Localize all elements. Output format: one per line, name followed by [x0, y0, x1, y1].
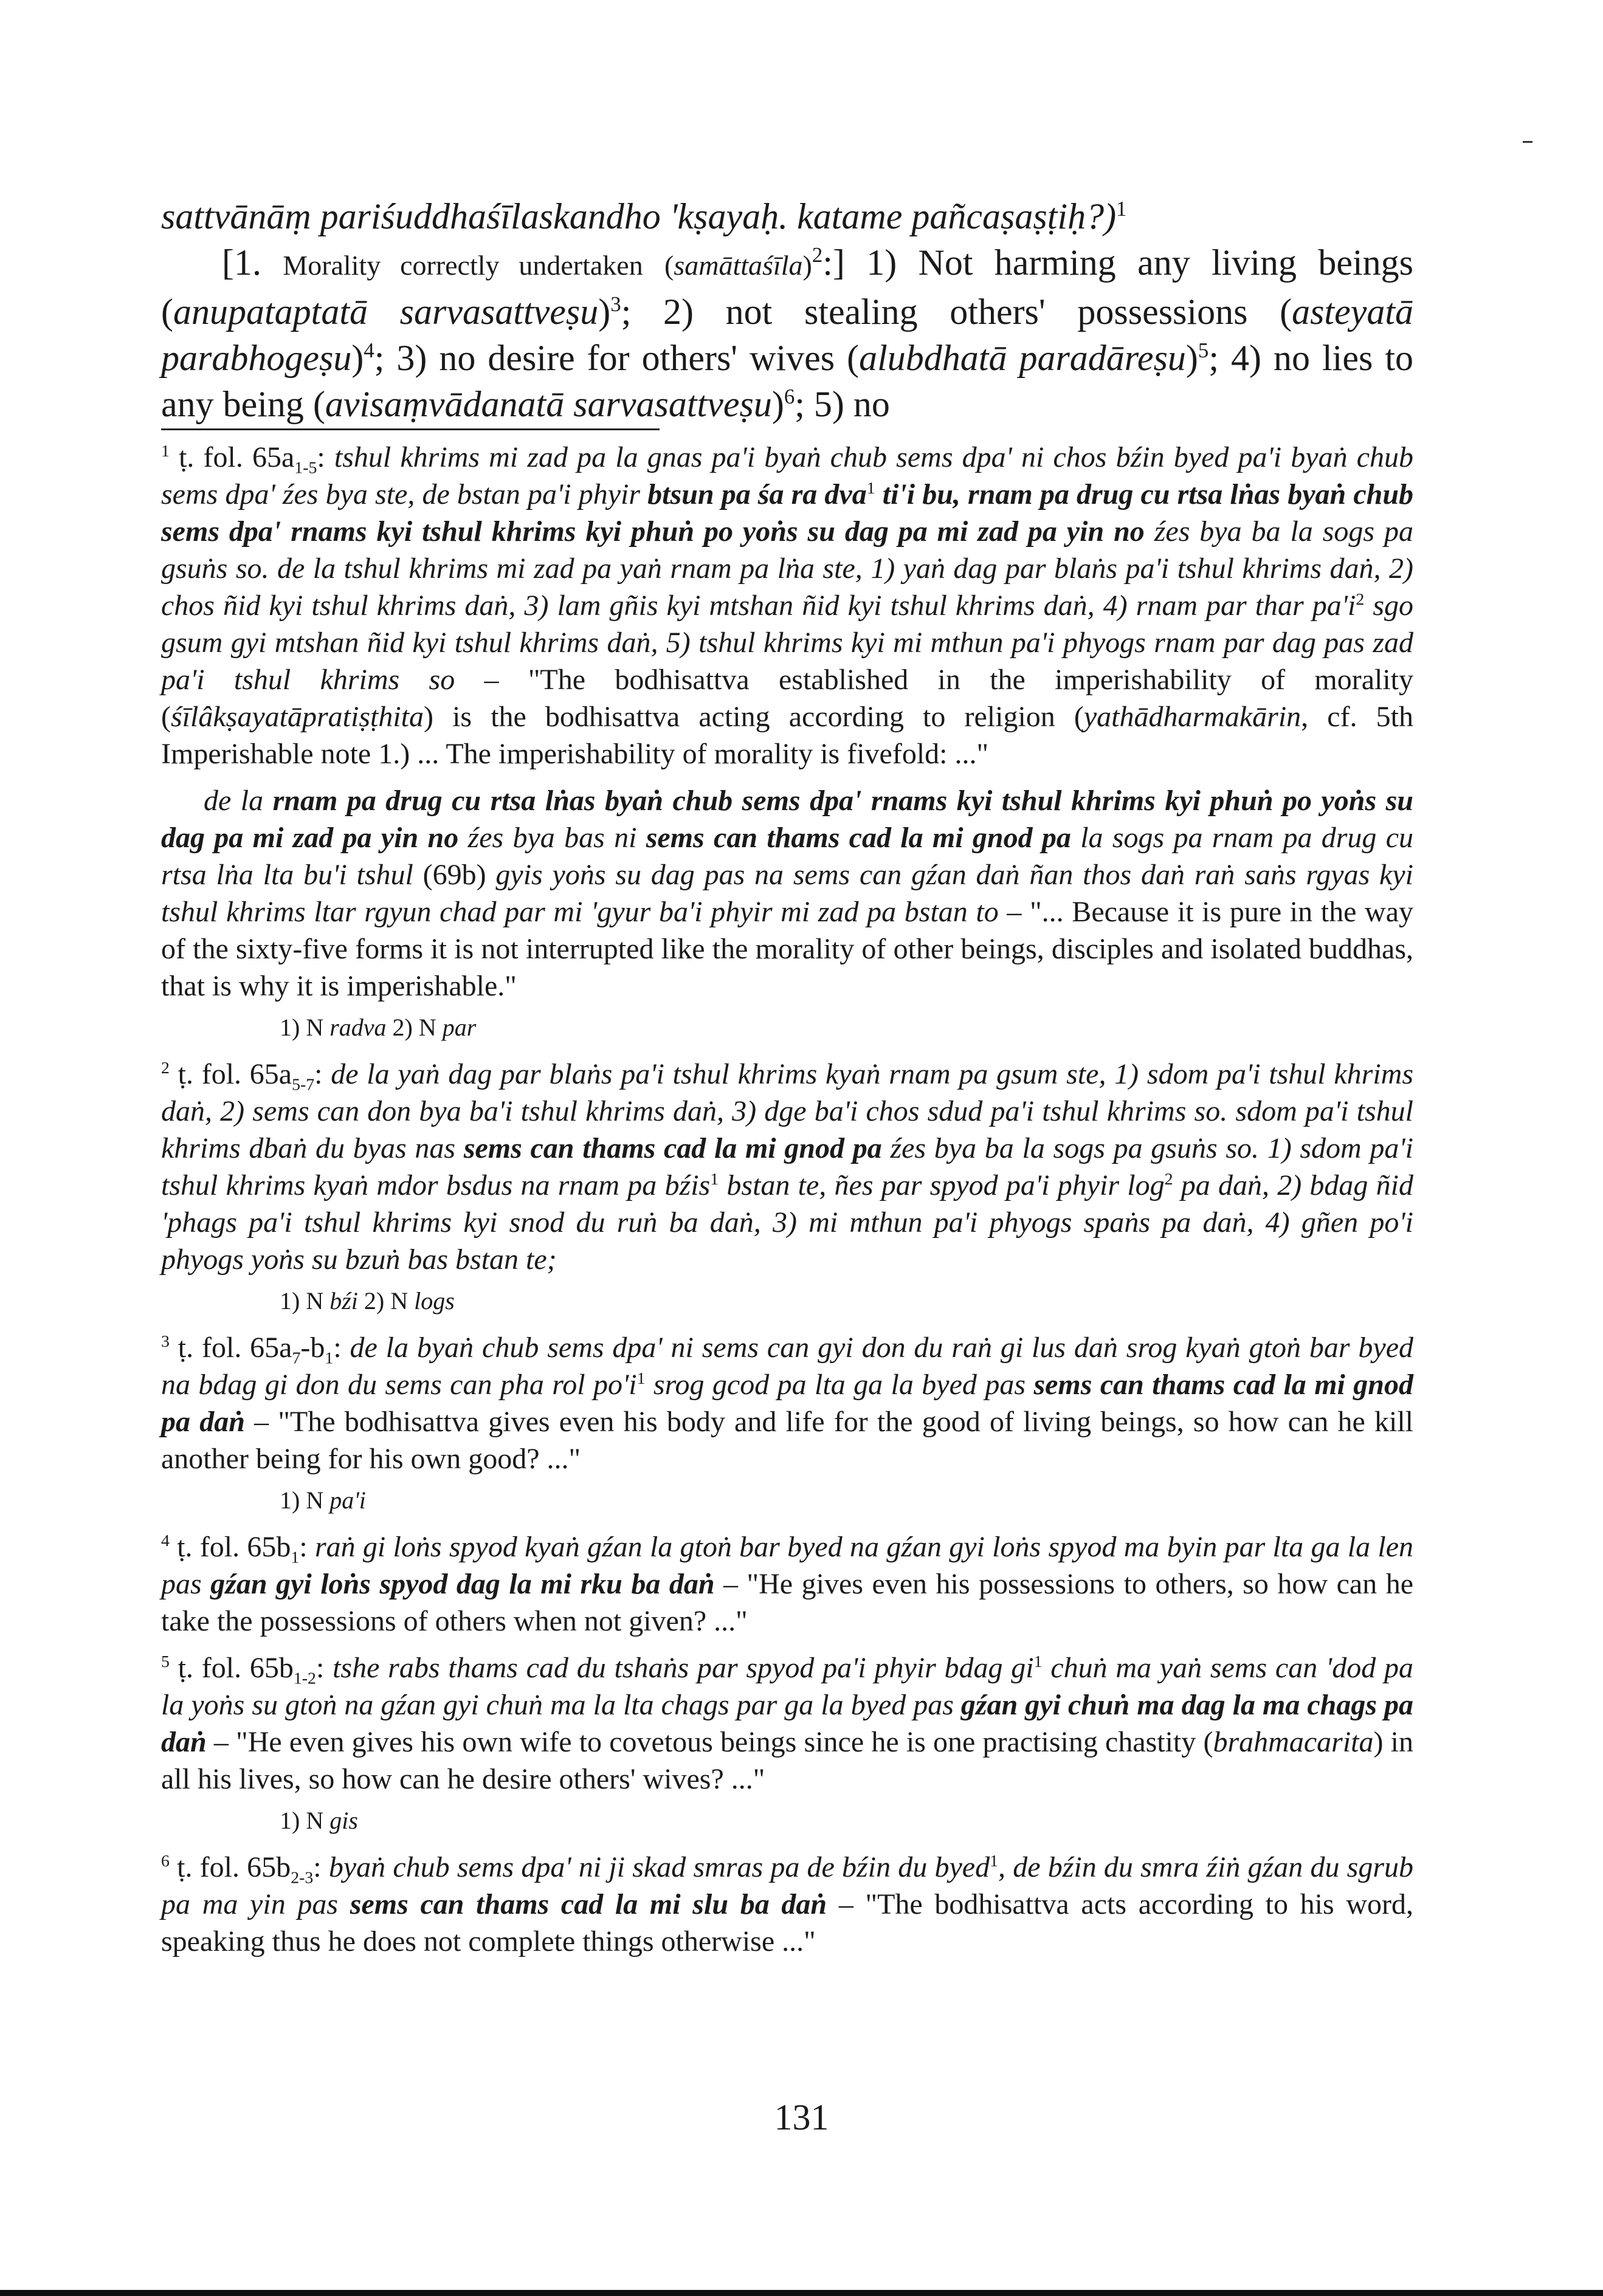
footnote-2: $^2$ ṭ. fol. $65a_{5-7}$: de la yaṅ dag par blaṅs pa'i tshul khrims kyaṅ rnam pa gsum ste, 1) sdom pa'i tshul khrims daṅ, 2) sems can don bya ba'i tshul khrims daṅ, 3) dge ba'i chos sdud pa'i tshul khrims so. sdom pa'i tshul khrims dbaṅ du byas nas sems can thams cad la mi gnod pa źes bya ba la sogs pa gsuṅs so. 1) sdom pa'i tshul khrims kyaṅ mdor bsdus na rnam pa bźis$^1$ bstan te, ñes par spyod pa'i phyir $\log^2$ pa daṅ, 2) bdag ñid 'phags pa'i tshul khrims kyi snod du ruṅ ba daṅ, 3) mi mthun pa'i phyogs spaṅs pa daṅ, 4) gñen po'i phyogs yoṅs su bzuṅ bas bstan te;: [161, 1058, 1414, 1276]
footnote-2-variants: 1) N bźi 2) N logs: [280, 1287, 455, 1315]
header-line: sattvānāṃ pariśuddhaśīlaskandho 'kṣayaḥ. katame pañcaṣaṣṭiḥ?)$^1$: [161, 196, 1127, 236]
footnote-1: $^1$ ṭ. fol. $65a_{1-5}$: tshul khrims mi zad pa la gnas pa'i byaṅ chub sems dpa' ni chos bźin byed pa'i byaṅ chub sems dpa' źes bya ste, de bstan pa'i phyir btsun pa śa ra dva$^1$ ti'i bu, rnam pa drug cu rtsa lṅas byaṅ chub sems dpa' rnams kyi tshul khrims kyi phuṅ po yoṅs su dag pa mi zad pa yin no źes bya ba la sogs pa gsuṅs so. de la tshul khrims mi zad pa yaṅ rnam pa lṅa ste, 1) yaṅ dag par blaṅs pa'i tshul khrims daṅ, 2) chos ñid kyi tshul khrims daṅ, 3) lam gñis kyi mtshan ñid kyi tshul khrims daṅ, 4) rnam par thar $pa'i^2$ sgo gsum gyi mtshan ñid kyi tshul khrims daṅ, 5) tshul khrims kyi mi mthun pa'i phyogs rnam par dag pas zad pa'i tshul khrims so – "The bodhisattva established in the imperishability of morality (śīlâkṣayatāpratiṣṭhita) is the bodhisattva acting according to religion (yathādharmakārin, cf. 5th Imperishable note 1.) ... The imperishability of morality is fivefold: ...": [161, 441, 1414, 770]
footnote-1-variants: 1) N radva 2) N par: [280, 1014, 477, 1041]
footnote-3-variants: 1) N pa'i: [280, 1487, 366, 1514]
main-text: [161, 193, 1413, 427]
body-paragraph: [1. Morality correctly undertaken (samāttaśīla)$^2$:] 1) Not harming any living beings (anupataptatā sarvasattveṣu)$^3$; 2) not stealing others' possessions (asteyatā parabhogeṣu)$^4$; 3) no desire for others' wives (alubdhatā paradāreṣu)$^5$; 4) no lies to any being (avisaṃvādanatā sarvasattveṣu)$^6$; 5) no: [161, 242, 1414, 424]
page-content: [161, 193, 1413, 1970]
scan-mark: [1523, 141, 1532, 143]
footnote-6: $^6$ ṭ. fol. $65b_{2-3}$: byaṅ chub sems dpa' ni ji skad smras pa de bźin du byed$^1$, de bźin du smra źiṅ gźan du sgrub pa ma yin pas sems can thams cad la mi slu ba daṅ – "The bodhisattva acts according to his word, speaking thus he does not complete things otherwise ...": [161, 1851, 1414, 1957]
page-number: 131: [774, 2097, 829, 2137]
footnote-1-continuation: de la rnam pa drug cu rtsa lṅas byaṅ chub sems dpa' rnams kyi tshul khrims kyi phuṅ po yoṅs su dag pa mi zad pa yin no źes bya bas ni sems can thams cad la mi gnod pa la sogs pa rnam pa drug cu rtsa lṅa lta bu'i tshul (69b) gyis yoṅs su dag pas na sems can gźan daṅ ñan thos daṅ raṅ saṅs rgyas kyi tshul khrims ltar rgyun chad par mi 'gyur ba'i phyir mi zad pa bstan to – "... Because it is pure in the way of the sixty-five forms it is not interrupted like the morality of other beings, disciples and isolated buddhas, that is why it is imperishable.": [161, 785, 1414, 1002]
footnote-5: $^5$ ṭ. fol. $65b_{1-2}$: tshe rabs thams cad du tshaṅs par spyod pa'i phyir bdag $gi^1$ chuṅ ma yaṅ sems can 'dod pa la yoṅs su gtoṅ na gźan gyi chuṅ ma la lta chags par ga la byed pas gźan gyi chuṅ ma dag la ma chags pa daṅ – "He even gives his own wife to covetous beings since he is one practising chastity (brahmacarita) in all his lives, so how can he desire others' wives? ...": [161, 1652, 1414, 1795]
footnote-5-variants: 1) N gis: [280, 1807, 358, 1834]
footnote-3: $^3$ ṭ. fol. $65a_7-b_1$: de la byaṅ chub sems dpa' ni sems can gyi don du raṅ gi lus daṅ srog kyaṅ gtoṅ bar byed na bdag gi don du sems can pha rol $po'i^1$ srog gcod pa lta ga la byed pas sems can thams cad la mi gnod pa daṅ – "The bodhisattva gives even his body and life for the good of living beings, so how can he kill another being for his own good? ...": [161, 1332, 1414, 1475]
scan-edge: [0, 2290, 1603, 2296]
footnote-separator: [161, 428, 660, 430]
footnote-4: $^4$ ṭ. fol. $65b_1$: raṅ gi loṅs spyod kyaṅ gźan la gtoṅ bar byed na gźan gyi loṅs spyod ma byin par lta ga la len pas gźan gyi loṅs spyod dag la mi rku ba daṅ – "He gives even his possessions to others, so how can he take the possessions of others when not given? ...": [161, 1531, 1414, 1637]
